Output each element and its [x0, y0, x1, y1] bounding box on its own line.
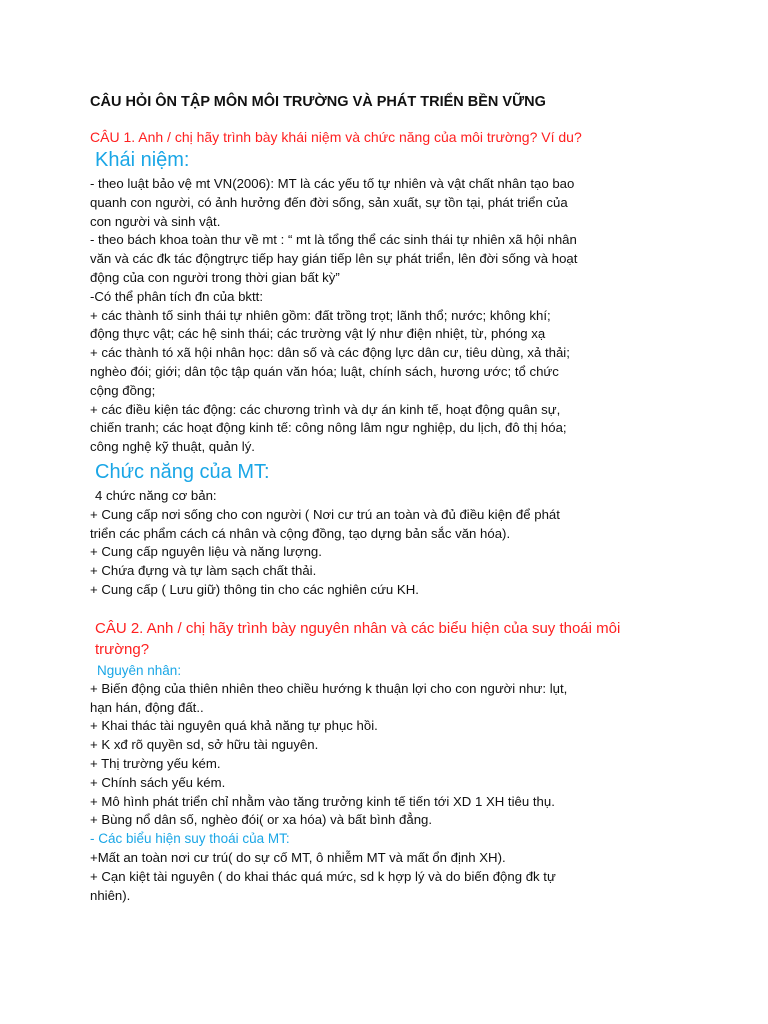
- text-line: + các thành tố sinh thái tự nhiên gồm: đất trồng trọt; lãnh thổ; nước; không khí;: [90, 307, 551, 323]
- nguyen-nhan-section: [90, 680, 630, 830]
- text-line: + Thị trường yếu kém.: [90, 755, 221, 771]
- text-line: chiến tranh; các hoạt động kinh tế: công nông lâm ngư nghiệp, du lịch, đô thị hóa;: [90, 420, 567, 436]
- text-line: văn và các đk tác độngtrực tiếp hay gián tiếp lên sự phát triển, lên đời sống và hoạt: [90, 251, 578, 267]
- question-2-line: trường?: [95, 640, 150, 658]
- heading-nguyen-nhan: Nguyên nhân:: [97, 662, 182, 678]
- text-line: + Biến động của thiên nhiên theo chiều hướng k thuận lợi cho con người như: lụt,: [90, 680, 568, 696]
- text-line: + các điều kiện tác động: các chương trình và dự án kinh tế, hoạt động quân sự,: [90, 401, 561, 417]
- text-line: + Cung cấp nơi sống cho con người ( Nơi cư trú an toàn và đủ điều kiện để phát: [90, 506, 560, 522]
- heading-chuc-nang: Chức năng của MT:: [95, 460, 270, 483]
- text-line: + Chứa đựng và tự làm sạch chất thải.: [90, 563, 317, 579]
- text-line: +Mất an toàn nơi cư trú( do sự cố MT, ô nhiễm MT và mất ổn định XH).: [90, 849, 506, 865]
- text-line: + Cạn kiệt tài nguyên ( do khai thác quá mức, sd k hợp lý và do biến động đk tự: [90, 868, 556, 884]
- text-line: nhiên).: [90, 887, 131, 903]
- heading-khai-niem: Khái niệm:: [95, 149, 190, 171]
- text-line: triển các phẩm cách cá nhân và cộng đồng, tạo dựng bản sắc văn hóa).: [90, 525, 511, 541]
- text-line: - theo luật bảo vệ mt VN(2006): MT là các yếu tố tự nhiên và vật chất nhân tạo bao: [90, 176, 575, 191]
- text-line: + Cung cấp ( Lưu giữ) thông tin cho các nghiên cứu KH.: [90, 581, 419, 597]
- text-line: cộng đồng;: [90, 382, 156, 398]
- question-1: CÂU 1. Anh / chị hãy trình bày khái niệm và chức năng của môi trường? Ví du?: [90, 129, 582, 145]
- text-line: động thực vật; các hệ sinh thái; các trường vật lý như điện nhiệt, từ, phóng xạ: [90, 326, 546, 342]
- text-line: + Khai thác tài nguyên quá khả năng tự phục hồi.: [90, 718, 378, 734]
- text-line: + K xđ rõ quyền sd, sở hữu tài nguyên.: [90, 737, 319, 753]
- bieu-hien-section: [90, 849, 630, 905]
- text-line: -Có thể phân tích đn của bktt:: [90, 288, 264, 304]
- text-line: hạn hán, động đất..: [90, 699, 204, 715]
- question-2: [90, 618, 630, 660]
- text-line: nghèo đói; giới; dân tộc tập quán văn hóa; luật, chính sách, hương ước; tổ chức: [90, 363, 559, 379]
- chuc-nang-section: [90, 487, 630, 600]
- text-line: động của con người trong thời gian bất kỳ”: [90, 269, 340, 285]
- text-line: 4 chức năng cơ bản:: [95, 487, 217, 503]
- document-title: CÂU HỎI ÔN TẬP MÔN MÔI TRƯỜNG VÀ PHÁT TRIỂN BỀN VỮNG: [90, 94, 546, 110]
- text-line: + các thành tó xã hội nhân học: dân số và các động lực dân cư, tiêu dùng, xả thải;: [90, 345, 570, 361]
- text-line: + Mô hình phát triển chỉ nhằm vào tăng trưởng kinh tế tiến tới XD 1 XH tiêu thụ.: [90, 793, 555, 809]
- text-line: quanh con người, có ảnh hưởng đến đời sống, sản xuất, sự tồn tại, phát triển của: [90, 194, 568, 210]
- khai-niem-section: [90, 175, 630, 457]
- document-page: [90, 92, 630, 905]
- heading-bieu-hien: - Các biểu hiện suy thoái của MT:: [90, 831, 290, 847]
- text-line: - theo bách khoa toàn thư về mt : “ mt là tổng thể các sinh thái tự nhiên xã hội nhân: [90, 232, 577, 248]
- text-line: + Cung cấp nguyên liệu và năng lượng.: [90, 544, 322, 560]
- text-line: công nghệ kỹ thuật, quản lý.: [90, 439, 255, 455]
- text-line: con người và sinh vật.: [90, 213, 221, 229]
- question-2-line: CÂU 2. Anh / chị hãy trình bày nguyên nhân và các biểu hiện của suy thoái môi: [95, 619, 621, 637]
- text-line: + Chính sách yếu kém.: [90, 774, 226, 790]
- text-line: + Bùng nổ dân số, nghèo đói( or xa hóa) và bất bình đẳng.: [90, 812, 433, 828]
